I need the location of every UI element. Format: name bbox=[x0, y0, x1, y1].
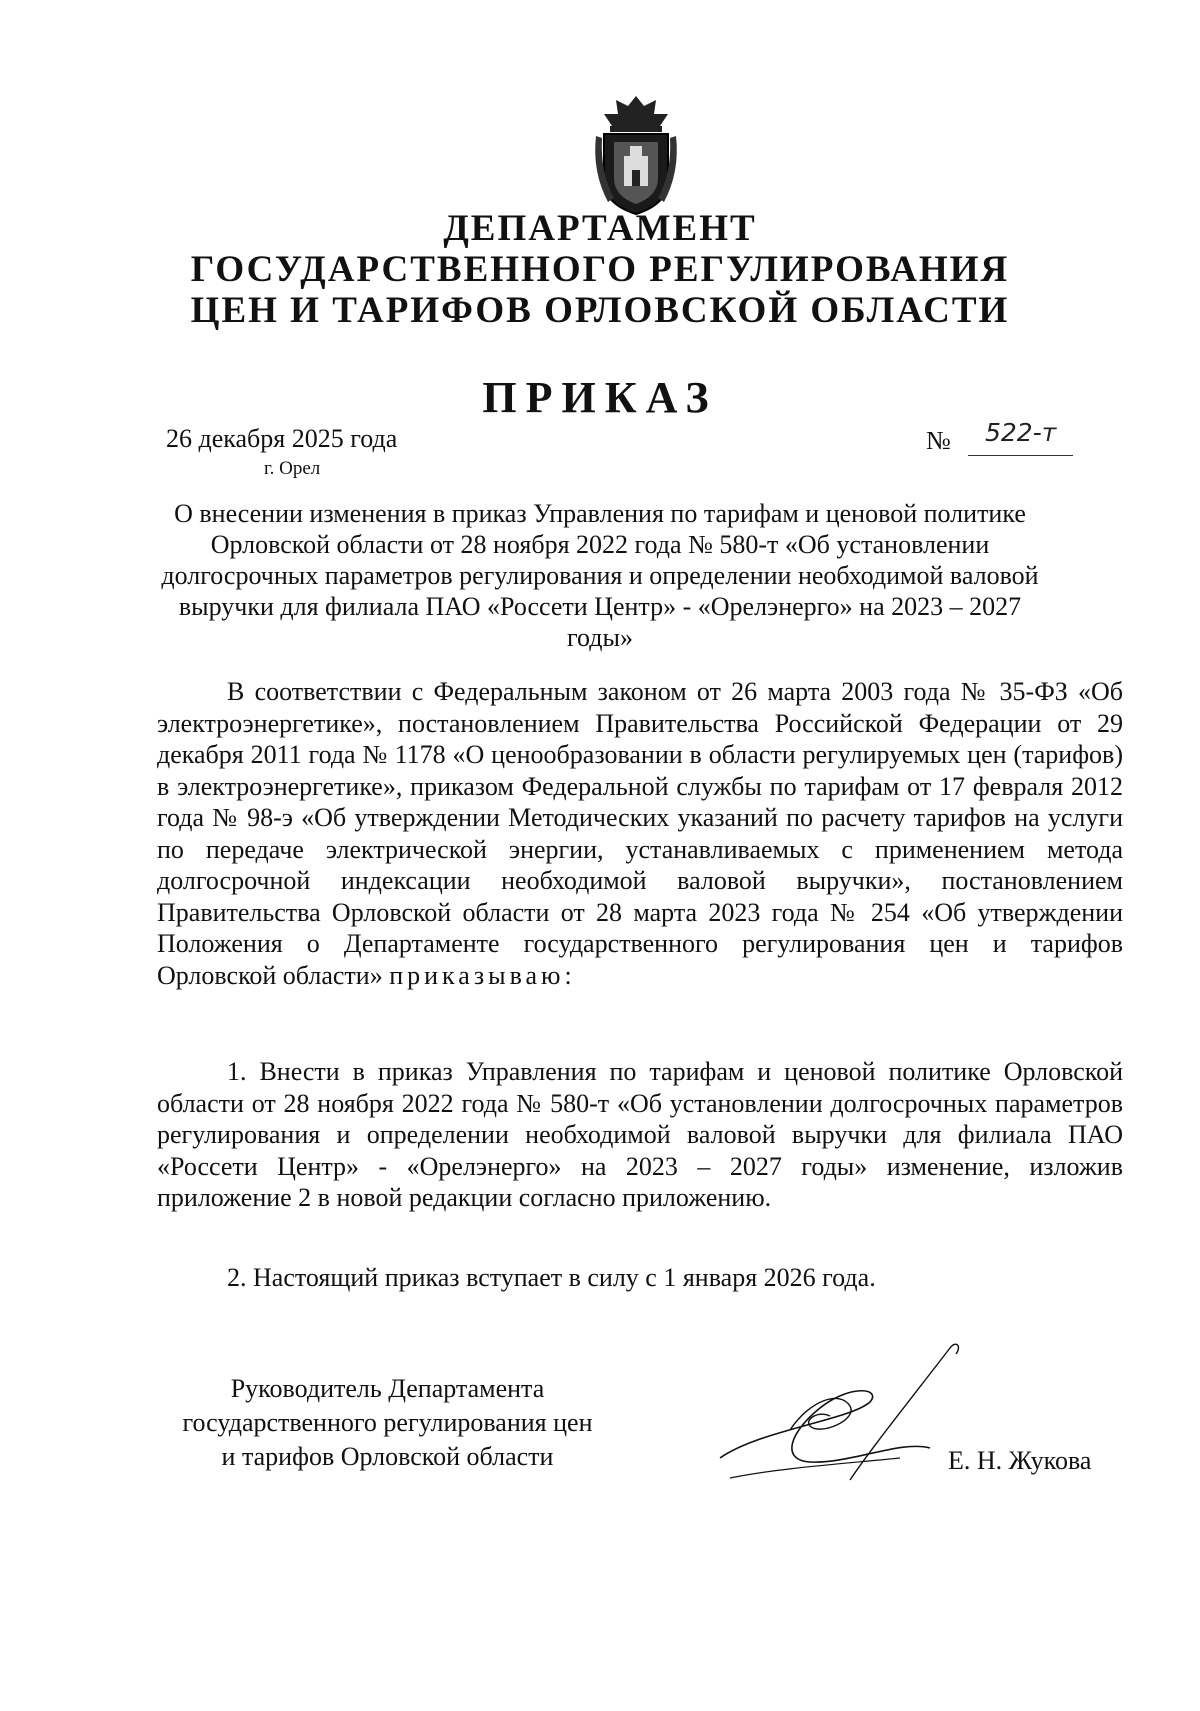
preamble-order-word: приказываю: bbox=[389, 960, 576, 990]
preamble-paragraph bbox=[157, 676, 1123, 991]
handwritten-signature bbox=[700, 1340, 970, 1500]
coat-of-arms-icon bbox=[590, 92, 682, 217]
order-item-2-text: 2. Настоящий приказ вступает в силу с 1 января 2026 года. bbox=[227, 1263, 876, 1292]
signatory-role-line1: Руководитель Департамента bbox=[230, 1374, 545, 1403]
order-item-2 bbox=[157, 1262, 1123, 1294]
document-number-handwritten: 522-т bbox=[985, 418, 1057, 447]
document-number-label: № bbox=[926, 426, 951, 455]
document-number-underline bbox=[968, 455, 1073, 456]
signatory-role-line3: и тарифов Орловской области bbox=[221, 1442, 554, 1471]
signatory-role-line2: государственного регулирования цен bbox=[182, 1408, 593, 1437]
signatory-name: Е. Н. Жукова bbox=[948, 1446, 1092, 1475]
document-date: 26 декабря 2025 года bbox=[166, 424, 398, 453]
department-name-line1: ДЕПАРТАМЕНТ bbox=[443, 208, 757, 249]
department-name-line3: ЦЕН И ТАРИФОВ ОРЛОВСКОЙ ОБЛАСТИ bbox=[190, 290, 1010, 331]
preamble-text: В соответствии с Федеральным законом от 26 марта 2003 года № 35-ФЗ «Об электроэнергетике», постановлением Правительства Российской Федерации от 29 декабря 2011 года № 1178 «О ценообразовании в области регулируемых цен (тарифов) в электроэнергетике», приказом Федеральной службы по тарифам от 17 февраля 2012 года № 98-э «Об утверждении Методических указаний по расчету тарифов на услуги по передаче электрической энергии, устанавливаемых с применением метода долгосрочной индексации необходимой валовой выручки», постановлением Правительства Орловской области от 28 марта 2023 года № 254 «Об утверждении Положения о Департаменте государственного регулирования цен и тарифов Орловской области» bbox=[157, 677, 1123, 990]
document-subject: О внесении изменения в приказ Управления по тарифам и ценовой политике Орловской области от 28 ноября 2022 года № 580-т «Об установлении долгосрочных параметров регулирования и определении необходимой валовой выручки для филиала ПАО «Россети Центр» - «Орелэнерго» на 2023 – 2027 годы» bbox=[161, 499, 1039, 652]
order-item-1 bbox=[157, 1056, 1123, 1214]
signatory-role bbox=[150, 1372, 625, 1474]
order-item-1-text: 1. Внести в приказ Управления по тарифам и ценовой политике Орловской области от 28 ноября 2022 года № 580-т «Об установлении долгосрочных параметров регулирования и определении необходимой валовой выручки для филиала ПАО «Россети Центр» - «Орелэнерго» на 2023 – 2027 годы» изменение, изложив приложение 2 в новой редакции согласно приложению. bbox=[157, 1057, 1123, 1212]
department-name-line2: ГОСУДАРСТВЕННОГО РЕГУЛИРОВАНИЯ bbox=[190, 249, 1010, 290]
document-city: г. Орел bbox=[264, 458, 321, 479]
document-type-title: ПРИКАЗ bbox=[482, 373, 718, 422]
